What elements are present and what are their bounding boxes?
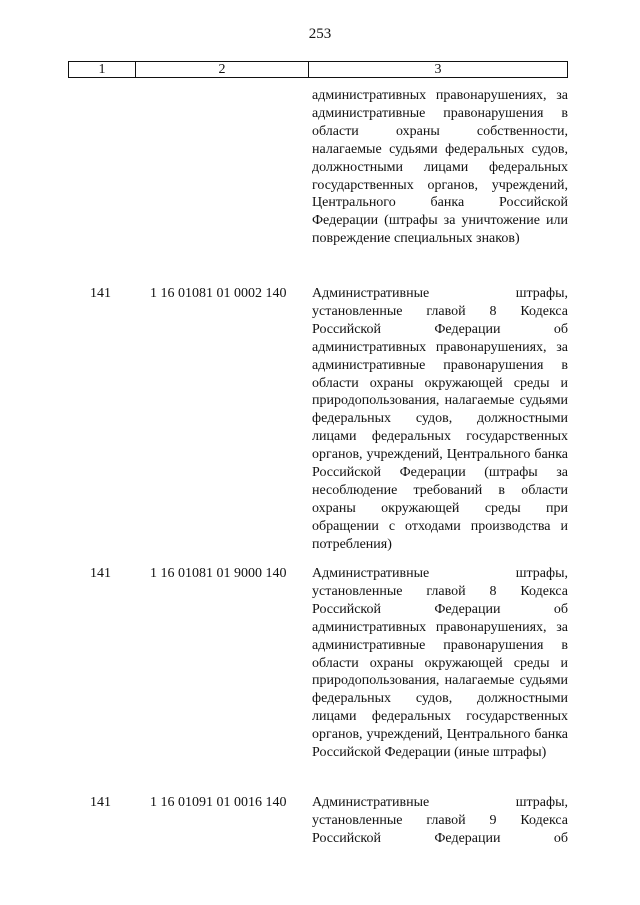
continuation-text: административных правонарушениях, за административные правонарушения в области охраны собственности, налагаемые судьями федеральных судов, должностными лицами федеральных государственных органов, учреждений, Центрального банка Российской Федерации (штрафы за уничтожение или повреждение специальных знаков) xyxy=(312,88,568,247)
row-2-kbk-code: 1 16 01081 01 9000 140 xyxy=(150,566,287,581)
row-1-kbk-code: 1 16 01081 01 0002 140 xyxy=(150,286,287,301)
row-3-admin-code: 141 xyxy=(90,795,111,810)
row-3-description: Административные штрафы, установленные главой 9 Кодекса Российской Федерации об xyxy=(312,795,568,846)
row-1-description: Административные штрафы, установленные главой 8 Кодекса Российской Федерации об административных правонарушениях, за административные правонарушения в области охраны окружающей среды и природопользования, налагаемые судьями федеральных судов, должностными лицами федеральных государственных органов, учреждений, Центрального банка Российской Федерации (штрафы за несоблюдение требований в области охраны окружающей среды при обращении с отходами производства и потребления) xyxy=(312,286,568,552)
row-1-admin-code: 141 xyxy=(90,286,111,301)
row-2-admin-code: 141 xyxy=(90,566,111,581)
page-number: 253 xyxy=(308,26,332,42)
table-header xyxy=(68,61,568,78)
header-col-1: 1 xyxy=(69,62,136,77)
row-3-kbk-code: 1 16 01091 01 0016 140 xyxy=(150,795,287,810)
header-col-2: 2 xyxy=(136,62,309,77)
header-col-3: 3 xyxy=(434,62,442,77)
row-2-description: Административные штрафы, установленные главой 8 Кодекса Российской Федерации об административных правонарушениях, за административные правонарушения в области охраны окружающей среды и природопользования, налагаемые судьями федеральных судов, должностными лицами федеральных государственных органов, учреждений, Центрального банка Российской Федерации (иные штрафы) xyxy=(312,566,568,761)
